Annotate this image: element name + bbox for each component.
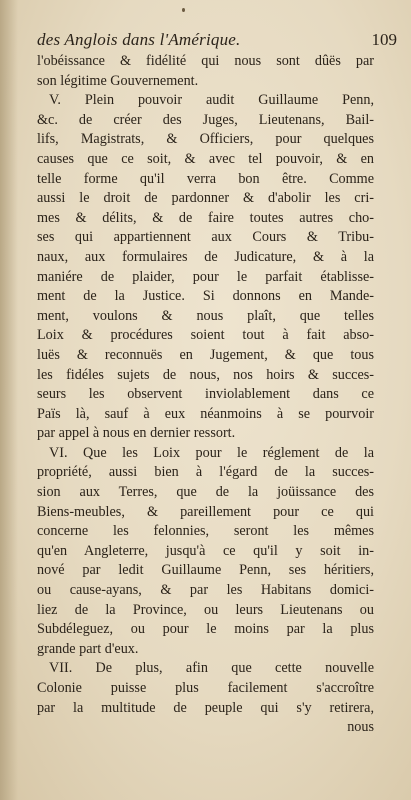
text-line: les fidéles sujets de nous, nos hoirs & succes-	[37, 366, 374, 383]
text-line: Loix & procédures soient tout à fait abso-	[37, 327, 374, 344]
text-line: l'obéissance & fidélité qui nous sont dûës par	[37, 53, 374, 69]
text-line: liez de la Province, ou leurs Lieutenans ou	[37, 601, 374, 618]
text-line: son légitime Gouvernement.	[37, 72, 199, 89]
text-line: ment, voulons & nous plaît, que telles	[37, 307, 374, 324]
text-line: V. Plein pouvoir audit Guillaume Penn,	[49, 92, 374, 109]
text-line: sion aux Terres, que de la joüissance des	[37, 484, 374, 501]
text-line: propriété, aussi bien à l'égard de la succes-	[37, 464, 374, 481]
text-line: aussi le droit de pardonner & d'abolir les cri-	[37, 190, 374, 207]
catchword: nous	[347, 719, 374, 736]
text-line: nové par ledit Guillaume Penn, ses héritiers,	[37, 562, 374, 579]
text-line: &c. de créer des Juges, Lieutenans, Bail-	[37, 111, 374, 128]
text-line: luës & reconnuës en Jugement, & que tous	[37, 346, 374, 363]
text-line: qu'en Angleterre, jusqu'à ce qu'il y soit in-	[37, 542, 374, 559]
text-line: VI. Que les Loix pour le réglement de la	[49, 444, 374, 461]
text-line: naux, aux formulaires de Judicature, & à la	[37, 248, 374, 265]
text-line: ses qui appartiennent aux Cours & Tribu-	[37, 229, 374, 246]
text-line: concerne les felonnies, seront les mêmes	[37, 523, 374, 540]
text-line: Colonie puisse plus facilement s'accroître	[37, 680, 374, 696]
page-number: 109	[371, 30, 397, 49]
ink-speck	[182, 8, 185, 12]
body-text	[37, 52, 374, 738]
text-line: mes & délits, & de faire toutes autres cho-	[37, 209, 374, 226]
text-line: telle forme qu'il verra bon être. Comme	[37, 170, 374, 187]
text-line: maniére de plaider, pour le parfait établisse-	[37, 268, 374, 285]
text-line: Païs là, sauf à eux néanmoins à se pourvoir	[37, 405, 374, 422]
text-line: grande part d'eux.	[37, 640, 139, 657]
text-line: seurs les observent inviolablement dans ce	[37, 386, 374, 403]
page-header	[37, 30, 397, 52]
text-line: par appel à nous en dernier ressort.	[37, 425, 236, 442]
running-title: des Anglois dans l'Amérique.	[37, 30, 241, 49]
text-line: Biens-meubles, & pareillement pour ce qui	[37, 503, 374, 520]
text-line: Subdéleguez, ou pour le moins par la plus	[37, 621, 374, 638]
text-line: causes que ce soit, & avec tel pouvoir, & en	[37, 150, 374, 167]
text-line: ment de la Justice. Si donnons en Mande-	[37, 288, 374, 305]
text-line: ou cause-ayans, & par les Habitans domici-	[37, 582, 374, 599]
text-line: lifs, Magistrats, & Officiers, pour quelques	[37, 131, 374, 148]
text-line: par la multitude de peuple qui s'y retirera,	[37, 699, 374, 716]
text-line: VII. De plus, afin que cette nouvelle	[49, 660, 374, 677]
